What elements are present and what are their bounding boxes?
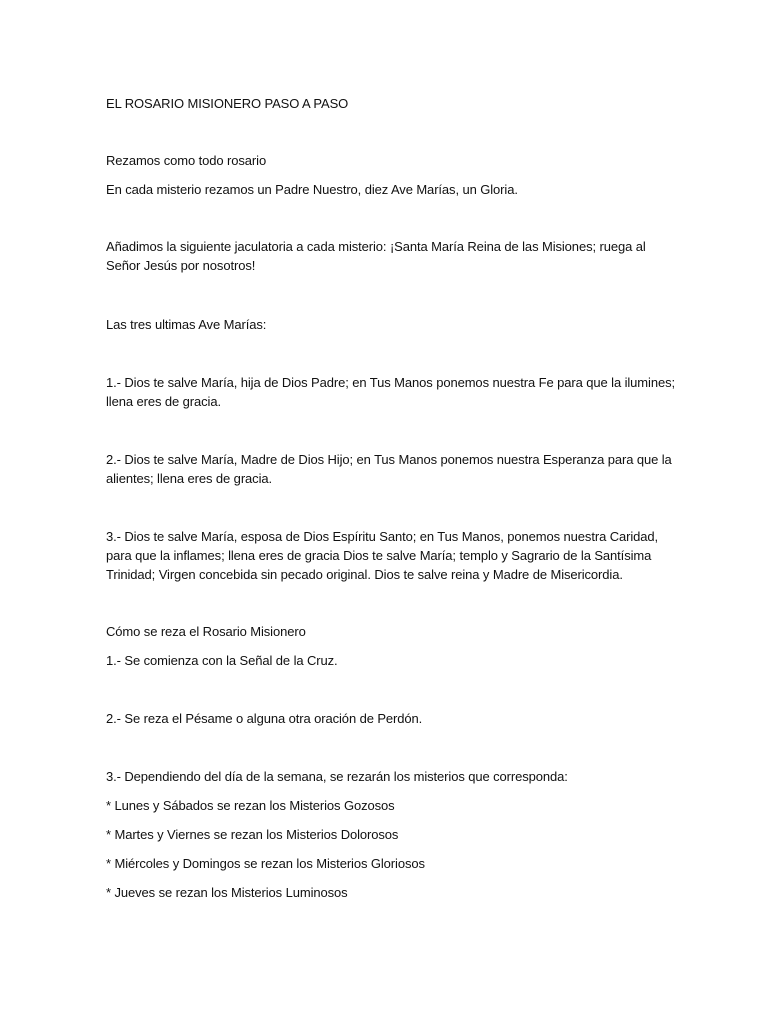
- bullet-miercoles-domingos: * Miércoles y Domingos se rezan los Misterios Gloriosos: [106, 856, 425, 871]
- prayer-paragraph-3: [106, 527, 666, 584]
- how-heading: Cómo se reza el Rosario Misionero: [106, 624, 306, 639]
- prayer-3-line-2: para que la inflames; llena eres de gracia Dios te salve María; templo y Sagrario de la Santísima: [106, 548, 652, 563]
- prayer-paragraph-2: [106, 450, 672, 488]
- last-three-heading: Las tres ultimas Ave Marías:: [106, 317, 267, 332]
- step-2: 2.- Se reza el Pésame o alguna otra oración de Perdón.: [106, 711, 423, 726]
- prayer-1-line-1: 1.- Dios te salve María, hija de Dios Padre; en Tus Manos ponemos nuestra Fe para que la ilumines;: [106, 375, 675, 390]
- step-3: 3.- Dependiendo del día de la semana, se rezarán los misterios que corresponda:: [106, 769, 568, 784]
- prayer-paragraph-1: [106, 373, 675, 411]
- jaculatoria-paragraph: [106, 237, 666, 275]
- prayer-3-line-3: Trinidad; Virgen concebida sin pecado original. Dios te salve reina y Madre de Misericordia.: [106, 567, 623, 582]
- prayer-1-line-2: llena eres de gracia.: [106, 394, 221, 409]
- prayer-2-line-1: 2.- Dios te salve María, Madre de Dios Hijo; en Tus Manos ponemos nuestra Esperanza para que la: [106, 452, 672, 467]
- bullet-martes-viernes: * Martes y Viernes se rezan los Misterios Dolorosos: [106, 827, 399, 842]
- prayer-2-line-2: alientes; llena eres de gracia.: [106, 471, 273, 486]
- step-1: 1.- Se comienza con la Señal de la Cruz.: [106, 653, 338, 668]
- bullet-lunes-sabados: * Lunes y Sábados se rezan los Misterios Gozosos: [106, 798, 395, 813]
- prayer-3-line-1: 3.- Dios te salve María, esposa de Dios Espíritu Santo; en Tus Manos, ponemos nuestra Caridad,: [106, 529, 659, 544]
- intro-line-2: En cada misterio rezamos un Padre Nuestro, diez Ave Marías, un Gloria.: [106, 182, 518, 197]
- bullet-jueves: * Jueves se rezan los Misterios Luminosos: [106, 885, 348, 900]
- jaculatoria-line-2: Señor Jesús por nosotros!: [106, 258, 256, 273]
- document-title: EL ROSARIO MISIONERO PASO A PASO: [106, 96, 349, 111]
- intro-line-1: Rezamos como todo rosario: [106, 153, 267, 168]
- jaculatoria-line-1: Añadimos la siguiente jaculatoria a cada misterio: ¡Santa María Reina de las Misiones; ruega al: [106, 239, 646, 254]
